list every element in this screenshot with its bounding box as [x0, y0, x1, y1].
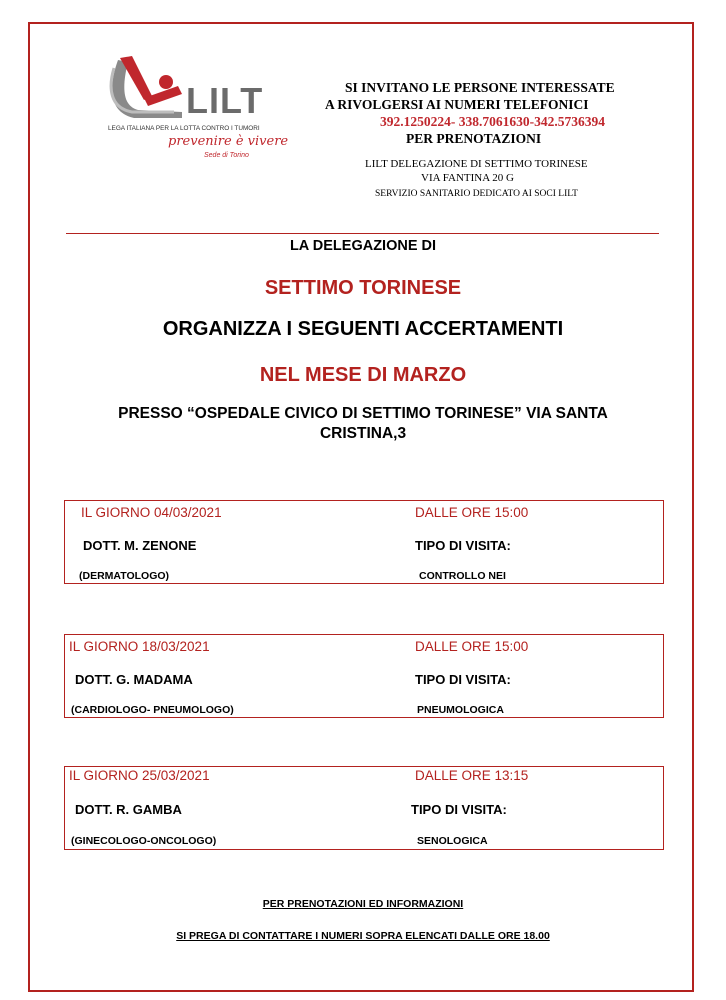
- appointment-card-1: [64, 500, 664, 584]
- footer-line-2: SI PREGA DI CONTATTARE I NUMERI SOPRA ELENCATI DALLE ORE 18.00: [176, 930, 550, 942]
- appointment-time: DALLE ORE 15:00: [415, 639, 529, 654]
- city-title: SETTIMO TORINESE: [264, 277, 462, 299]
- header-phones: 392.1250224- 338.7061630-342.5736394: [380, 114, 605, 129]
- header-address: VIA FANTINA 20 G: [421, 172, 514, 184]
- appointment-card-2: [64, 634, 664, 718]
- doctor-specialty: (CARDIOLOGO- PNEUMOLOGO): [71, 704, 234, 716]
- appointment-time: DALLE ORE 13:15: [415, 768, 529, 783]
- lilt-sede: Sede di Torino: [204, 152, 249, 159]
- appointment-doctor: DOTT. M. ZENONE: [83, 538, 197, 553]
- footer-line-1: PER PRENOTAZIONI ED INFORMAZIONI: [262, 898, 464, 910]
- appointment-doctor: DOTT. R. GAMBA: [75, 802, 182, 817]
- lilt-slogan: prevenire è vivere: [168, 134, 289, 149]
- visit-type-label: TIPO DI VISITA:: [415, 672, 511, 687]
- month-title: NEL MESE DI MARZO: [259, 364, 467, 386]
- header-delegation: LILT DELEGAZIONE DI SETTIMO TORINESE: [365, 158, 588, 170]
- header-line-1: SI INVITANO LE PERSONE INTERESSATE: [345, 80, 615, 95]
- lilt-subtitle: LEGA ITALIANA PER LA LOTTA CONTRO I TUMORI: [108, 125, 260, 132]
- appointment-date: IL GIORNO 25/03/2021: [69, 768, 210, 783]
- appointment-card-3: [64, 766, 664, 850]
- visit-type-value: SENOLOGICA: [417, 835, 488, 847]
- header-line-2: A RIVOLGERSI AI NUMERI TELEFONICI: [325, 97, 589, 112]
- doctor-specialty: (DERMATOLOGO): [79, 570, 170, 582]
- visit-type-label: TIPO DI VISITA:: [411, 802, 507, 817]
- lilt-logo: [104, 52, 304, 172]
- lilt-wordmark: LILT: [186, 80, 264, 121]
- intro-title: LA DELEGAZIONE DI: [289, 238, 437, 254]
- visit-type-value: PNEUMOLOGICA: [417, 704, 504, 716]
- location-line-1: PRESSO “OSPEDALE CIVICO DI SETTIMO TORINESE” VIA SANTA: [118, 405, 608, 422]
- organizes-title: ORGANIZZA I SEGUENTI ACCERTAMENTI: [162, 318, 564, 340]
- header-divider: [66, 233, 659, 234]
- header-service: SERVIZIO SANITARIO DEDICATO AI SOCI LILT: [375, 189, 578, 199]
- visit-type-value: CONTROLLO NEI: [419, 570, 506, 582]
- visit-type-label: TIPO DI VISITA:: [415, 538, 511, 553]
- location-line-2: CRISTINA,3: [319, 425, 407, 442]
- appointment-date: IL GIORNO 18/03/2021: [69, 639, 210, 654]
- header-line-4: PER PRENOTAZIONI: [406, 131, 542, 146]
- appointment-date: IL GIORNO 04/03/2021: [81, 505, 222, 520]
- appointment-doctor: DOTT. G. MADAMA: [75, 672, 193, 687]
- appointment-time: DALLE ORE 15:00: [415, 505, 529, 520]
- doctor-specialty: (GINECOLOGO-ONCOLOGO): [71, 835, 217, 847]
